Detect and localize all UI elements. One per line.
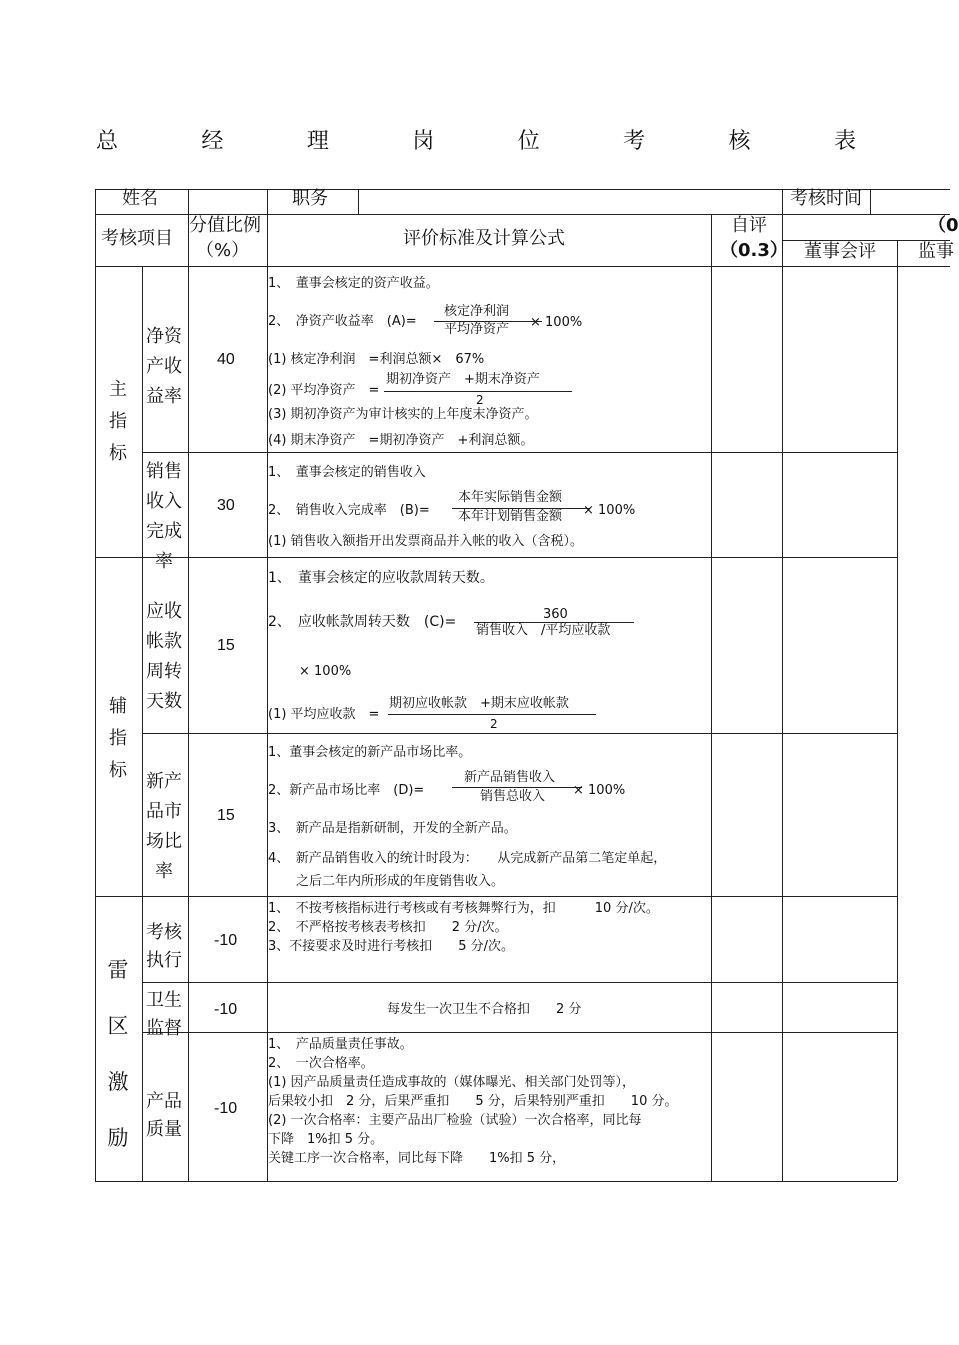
item-text: 帐款: [146, 631, 182, 652]
item-text: 考核: [146, 922, 182, 943]
title-char: 表: [833, 129, 856, 154]
criteria-label: 评价标准及计算公式: [403, 228, 565, 249]
group-char: 指: [109, 411, 127, 432]
criteria-line: (3) 期初净资产为审计核实的上年度末净资产。: [268, 407, 538, 422]
fraction-denominator: 平均净资产: [444, 322, 510, 337]
group-char: 标: [109, 443, 127, 464]
fraction-bar: [388, 714, 596, 715]
grid-line: [267, 189, 268, 1181]
criteria-line: × 100%: [299, 664, 352, 679]
ratio-unit: （%）: [196, 240, 250, 261]
item-text: 新产: [146, 771, 182, 792]
grid-line: [358, 189, 359, 214]
fraction-numerator: 期初应收帐款 +期末应收帐款: [389, 696, 569, 711]
grid-line: [188, 189, 189, 1181]
item-text: 益率: [146, 386, 182, 407]
criteria-line: 2、 销售收入完成率 (B)=: [268, 503, 430, 518]
item-text: 率: [155, 861, 173, 882]
fraction-denominator: 销售收入 /平均应收款: [476, 623, 611, 638]
criteria-line: (1) 因产品质量责任造成事故的（媒体曝光、相关部门处罚等），: [268, 1075, 636, 1090]
grid-line: [897, 240, 898, 1181]
item-text: 收入: [146, 491, 182, 512]
title-char: 位: [517, 129, 540, 154]
grid-line: [95, 1181, 897, 1182]
item-product-quality: [144, 1087, 184, 1141]
fraction-numerator: 本年实际销售金额: [458, 490, 563, 505]
score-sales-completion: 30: [217, 497, 235, 514]
criteria-line: × 100%: [583, 503, 636, 518]
group-char: 雷: [107, 958, 129, 982]
criteria-line: 2、新产品市场比率 (D)=: [268, 783, 425, 798]
criteria-line: 2、 应收帐款周转天数 (C)=: [268, 614, 457, 630]
title-char: 总: [96, 129, 119, 154]
criteria-line: (1) 销售收入额指开出发票商品并入帐的收入（含税）。: [268, 534, 584, 549]
criteria-line: (1) 平均应收款 =: [268, 707, 380, 722]
fraction-denominator: 本年计划销售金额: [458, 509, 563, 524]
group-weight: （0: [928, 215, 959, 236]
item-text: 销售: [146, 461, 182, 482]
self-eval-weight: （0.3）: [720, 240, 788, 261]
criteria-line: (2) 一次合格率：主要产品出厂检验（试验）一次合格率，同比每: [268, 1113, 642, 1128]
item-label: 考核项目: [101, 228, 173, 249]
score-hygiene-supervision: -10: [214, 1001, 238, 1018]
group-char: 指: [109, 728, 127, 749]
item-text: 净资: [146, 326, 182, 347]
supervisor-eval-label: 监事: [918, 241, 954, 262]
grid-line: [142, 452, 897, 453]
position-label: 职务: [292, 188, 328, 209]
item-text: 产收: [146, 356, 182, 377]
fraction-denominator: 2: [490, 717, 498, 731]
score-product-quality: -10: [214, 1100, 238, 1117]
group-char: 励: [107, 1126, 129, 1150]
group-minefield-incentives: [104, 954, 132, 1152]
criteria-line: 1、 董事会核定的资产收益。: [268, 276, 439, 291]
criteria-line: 每发生一次卫生不合格扣 2 分: [387, 1002, 582, 1017]
group-char: 区: [107, 1014, 129, 1038]
ratio-label: 分值比例: [189, 215, 261, 236]
item-roe: [144, 322, 184, 408]
item-text: 产品: [146, 1091, 182, 1112]
grid-line: [95, 189, 96, 1181]
item-text: 场比: [146, 831, 182, 852]
grid-line: [711, 214, 712, 1181]
score-new-product-ratio: 15: [217, 807, 235, 824]
criteria-line: (4) 期末净资产 =期初净资产 +利润总额。: [268, 433, 534, 448]
item-text: 周转: [146, 661, 182, 682]
criteria-line: 下降 1%扣 5 分。: [268, 1132, 384, 1147]
title-char: 经: [201, 129, 224, 154]
group-char: 辅: [109, 696, 127, 717]
fraction-denominator: 2: [476, 393, 484, 407]
grid-line: [142, 733, 897, 734]
item-sales-completion: [144, 457, 184, 573]
fraction-bar: [384, 391, 572, 392]
criteria-line: 关键工序一次合格率，同比每下降 1%扣 5 分，: [268, 1151, 566, 1166]
item-assessment-execution: [144, 918, 184, 972]
item-text: 率: [155, 551, 173, 572]
item-text: 完成: [146, 521, 182, 542]
grid-line: [95, 557, 897, 558]
grid-line: [142, 266, 143, 1181]
fraction-denominator: 销售总收入: [480, 789, 546, 804]
title-char: 核: [728, 129, 751, 154]
fraction-bar: [452, 787, 582, 788]
criteria-line: 1、 董事会核定的销售收入: [268, 465, 426, 480]
group-char: 激: [107, 1070, 129, 1094]
grid-line: [782, 189, 783, 1181]
fraction-numerator: 360: [543, 607, 568, 622]
criteria-line: 1、 不按考核指标进行考核或有考核舞弊行为，扣 10 分/次。: [268, 901, 659, 916]
fraction-numerator: 新产品销售收入: [464, 770, 556, 785]
item-hygiene-supervision: [144, 986, 184, 1040]
grid-line: [142, 982, 897, 983]
title-char: 岗: [412, 129, 435, 154]
criteria-line: 1、 董事会核定的应收款周转天数。: [268, 570, 494, 586]
criteria-line: × 100%: [530, 315, 583, 330]
item-text: 品市: [146, 801, 182, 822]
score-assessment-execution: -10: [214, 932, 238, 949]
group-char: 主: [109, 379, 127, 400]
score-receivable-turnover: 15: [217, 637, 235, 654]
fraction-numerator: 核定净利润: [444, 304, 510, 319]
title-char: 考: [623, 129, 646, 154]
criteria-line: 后果较小扣 2 分，后果严重扣 5 分，后果特别严重扣 10 分。: [268, 1094, 678, 1109]
group-aux-indicators: [106, 692, 130, 782]
time-label: 考核时间: [790, 188, 862, 209]
grid-line: [870, 189, 871, 214]
item-text: 应收: [146, 601, 182, 622]
score-roe: 40: [217, 351, 235, 368]
item-text: 执行: [146, 950, 182, 971]
criteria-line: 2、 一次合格率。: [268, 1056, 374, 1071]
criteria-line: (1) 核定净利润 =利润总额× 67%: [268, 352, 485, 367]
grid-line: [142, 1032, 897, 1033]
criteria-line: 之后二年内所形成的年度销售收入。: [296, 874, 505, 889]
item-text: 质量: [146, 1119, 182, 1140]
group-main-indicators: [106, 375, 130, 465]
criteria-line: 1、董事会核定的新产品市场比率。: [268, 745, 472, 760]
criteria-line: × 100%: [573, 783, 626, 798]
fraction-numerator: 期初净资产 +期末净资产: [386, 372, 540, 387]
item-text: 天数: [146, 691, 182, 712]
grid-line: [95, 266, 950, 267]
title-char: 理: [306, 129, 329, 154]
criteria-line: 3、 新产品是指新研制，开发的全新产品。: [268, 821, 517, 836]
page-title: [96, 124, 856, 155]
item-text: 监督: [146, 1018, 182, 1039]
item-receivable-turnover: [144, 597, 184, 713]
board-eval-label: 董事会评: [804, 241, 876, 262]
criteria-line: 2、 不严格按考核表考核扣 2 分/次。: [268, 920, 508, 935]
item-text: 卫生: [146, 990, 182, 1011]
criteria-line: 2、 净资产收益率 (A)=: [268, 314, 417, 329]
criteria-line: 4、 新产品销售收入的统计时段为： 从完成新产品第二笔定单起，: [268, 851, 667, 866]
name-label: 姓名: [122, 188, 158, 209]
item-new-product-ratio: [144, 767, 184, 883]
criteria-line: 3、不接要求及时进行考核扣 5 分/次。: [268, 939, 515, 954]
criteria-line: (2) 平均净资产 =: [268, 383, 380, 398]
criteria-line: 1、 产品质量责任事故。: [268, 1037, 413, 1052]
grid-line: [95, 896, 897, 897]
group-char: 标: [109, 760, 127, 781]
self-eval-label: 自评: [731, 215, 767, 236]
